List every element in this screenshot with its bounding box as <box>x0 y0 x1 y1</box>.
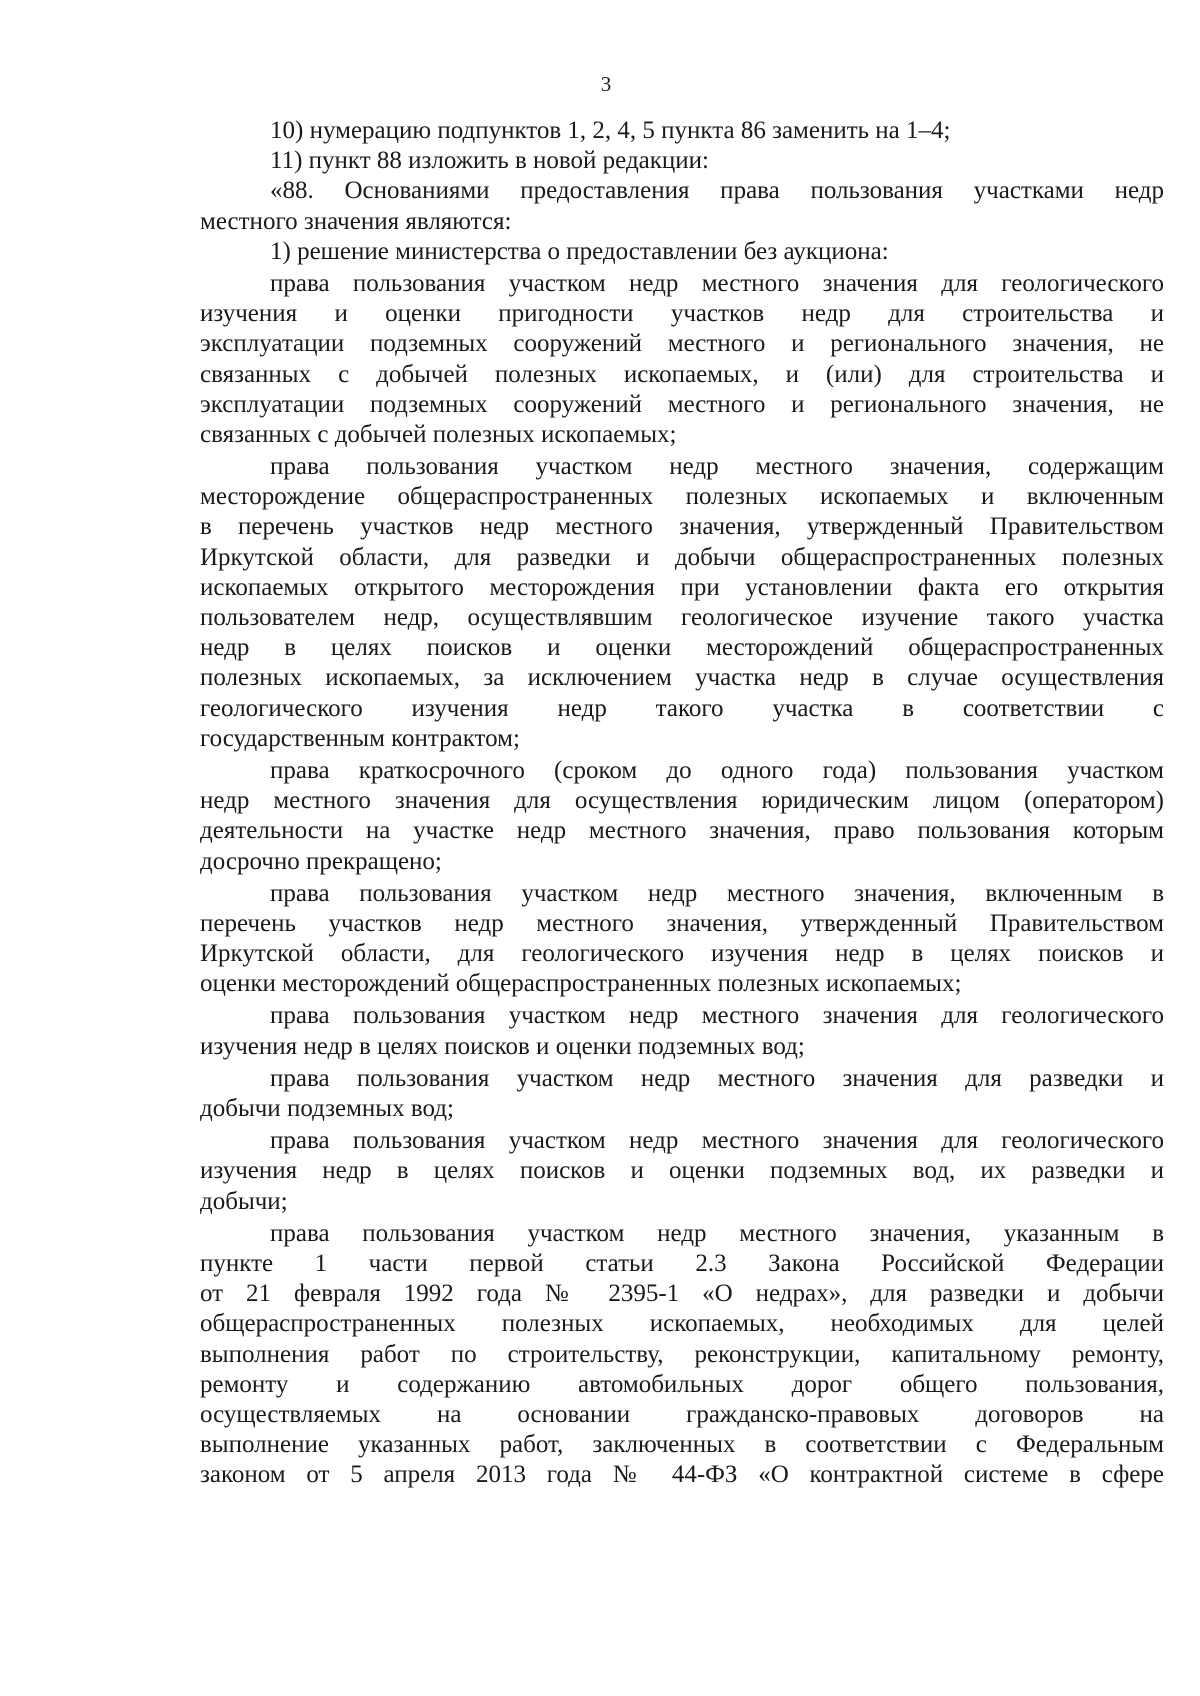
paragraph-line: 11) пункт 88 изложить в новой редакции: <box>270 147 709 175</box>
paragraph-line: «88. Основаниями предоставления права пользования участками недр <box>270 177 1164 205</box>
paragraph-line: ремонту и содержанию автомобильных дорог общего пользования, <box>200 1370 1164 1398</box>
paragraph-line: перечень участков недр местного значения, утвержденный Правительством <box>200 909 1164 937</box>
paragraph-line: выполнения работ по строительству, реконструкции, капитальному ремонту, <box>200 1340 1164 1368</box>
paragraph <box>200 756 1164 877</box>
paragraph-line: добычи подземных вод; <box>200 1095 454 1122</box>
paragraph-line: 1) решение министерства о предоставлении без аукциона: <box>270 237 889 265</box>
paragraph-line: 10) нумерацию подпунктов 1, 2, 4, 5 пункта 86 заменить на 1–4; <box>270 117 951 144</box>
paragraph-line: эксплуатации подземных сооружений местного и регионального значения, не <box>200 330 1164 358</box>
paragraph-line: связанных с добычей полезных ископаемых; <box>200 420 677 448</box>
paragraph <box>200 237 1164 267</box>
paragraph-line: изучения недр в целях поисков и оценки подземных вод, их разведки и <box>200 1157 1164 1185</box>
page-number: 3 <box>600 72 612 96</box>
paragraph-line: недр местного значения для осуществления юридическим лицом (оператором) <box>200 787 1164 815</box>
document-body <box>200 116 1164 1490</box>
paragraph-line: эксплуатации подземных сооружений местного и регионального значения, не <box>200 390 1164 418</box>
paragraph-line: недр в целях поисков и оценки месторождений общераспространенных <box>200 634 1164 662</box>
paragraph-line: месторождение общераспространенных полезных ископаемых и включенным <box>200 483 1164 511</box>
paragraph <box>200 1126 1164 1217</box>
paragraph-line: государственным контрактом; <box>200 724 520 752</box>
paragraph-line: геологического изучения недр такого участка в соответствии с <box>200 694 1164 722</box>
paragraph-line: права пользования участком недр местного значения, включенным в <box>270 879 1164 907</box>
paragraph-line: ископаемых открытого месторождения при установлении факта его открытия <box>200 573 1164 601</box>
paragraph-line: Иркутской области, для геологического изучения недр в целях поисков и <box>200 940 1164 968</box>
paragraph-line: оценки месторождений общераспространенных полезных ископаемых; <box>200 970 962 998</box>
paragraph-line: законом от 5 апреля 2013 года № 44-ФЗ «О контрактной системе в сфере <box>200 1461 1164 1489</box>
paragraph-line: от 21 февраля 1992 года № 2395-1 «О недрах», для разведки и добычи <box>200 1280 1164 1308</box>
paragraph-line: права пользования участком недр местного значения, содержащим <box>270 453 1164 481</box>
paragraph <box>200 1219 1164 1491</box>
paragraph-line: права пользования участком недр местного значения для геологического <box>270 1002 1164 1030</box>
paragraph-line: права пользования участком недр местного значения для разведки и <box>270 1064 1164 1092</box>
paragraph-line: местного значения являются: <box>200 207 512 235</box>
paragraph <box>200 452 1164 754</box>
paragraph-line: Иркутской области, для разведки и добычи общераспространенных полезных <box>200 543 1164 571</box>
paragraph <box>200 879 1164 1000</box>
paragraph-line: права пользования участком недр местного значения, указанным в <box>270 1219 1164 1247</box>
paragraph-line: изучения и оценки пригодности участков недр для строительства и <box>200 300 1164 328</box>
paragraph-line: деятельности на участке недр местного значения, право пользования которым <box>200 817 1164 845</box>
paragraph-line: права краткосрочного (сроком до одного года) пользования участком <box>270 756 1164 784</box>
paragraph <box>200 146 1164 176</box>
paragraph <box>200 269 1164 450</box>
paragraph-line: досрочно прекращено; <box>200 847 442 875</box>
paragraph-line: пользователем недр, осуществлявшим геологическое изучение такого участка <box>200 604 1164 631</box>
paragraph <box>200 1064 1164 1124</box>
paragraph-line: добычи; <box>200 1187 288 1215</box>
paragraph <box>200 116 1164 146</box>
paragraph-line: связанных с добычей полезных ископаемых, и (или) для строительства и <box>200 360 1164 388</box>
paragraph <box>200 176 1164 236</box>
paragraph-line: выполнение указанных работ, заключенных в соответствии с Федеральным <box>200 1431 1164 1459</box>
paragraph <box>200 1001 1164 1061</box>
paragraph-line: в перечень участков недр местного значения, утвержденный Правительством <box>200 513 1164 541</box>
paragraph-line: права пользования участком недр местного значения для геологического <box>270 269 1164 297</box>
paragraph-line: осуществляемых на основании гражданско-правовых договоров на <box>200 1400 1164 1428</box>
paragraph-line: общераспространенных полезных ископаемых, необходимых для целей <box>200 1310 1164 1338</box>
paragraph-line: пункте 1 части первой статьи 2.3 Закона Российской Федерации <box>200 1249 1164 1277</box>
paragraph-line: права пользования участком недр местного значения для геологического <box>270 1127 1164 1155</box>
paragraph-line: изучения недр в целях поисков и оценки подземных вод; <box>200 1032 805 1060</box>
paragraph-line: полезных ископаемых, за исключением участка недр в случае осуществления <box>200 664 1164 692</box>
